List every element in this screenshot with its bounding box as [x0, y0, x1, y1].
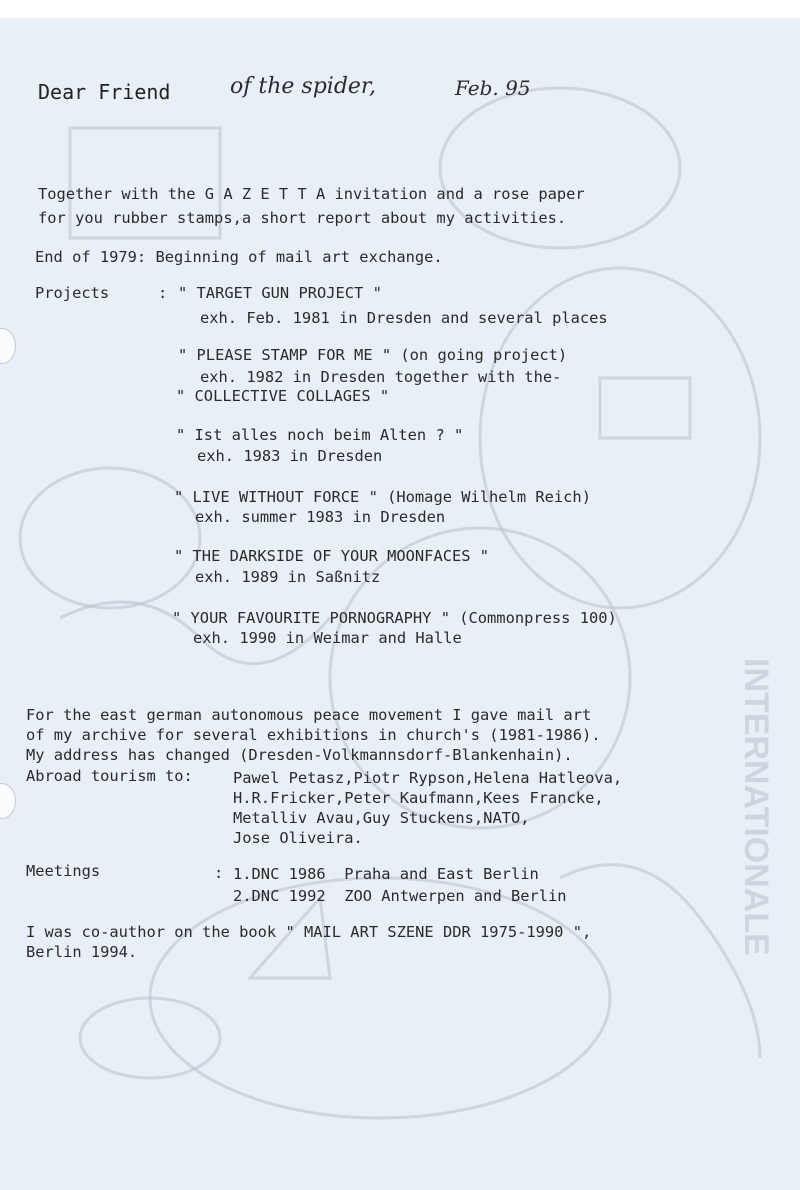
project-6-title: " YOUR FAVOURITE PORNOGRAPHY " (Commonpress 100)	[172, 609, 617, 627]
abroad-line-2: H.R.Fricker,Peter Kaufmann,Kees Francke,	[233, 789, 604, 807]
abroad-line-4: Jose Oliveira.	[233, 829, 363, 847]
svg-text:INTERNATIONALE: INTERNATIONALE	[737, 658, 775, 956]
coauthor-line-1: I was co-author on the book " MAIL ART SZENE DDR 1975-1990 ",	[26, 923, 592, 941]
start-line: End of 1979: Beginning of mail art exchange.	[35, 248, 443, 266]
salutation: Dear Friend	[38, 80, 171, 104]
peace-line-2: of my archive for several exhibitions in church's (1981-1986).	[26, 726, 601, 744]
project-5-title: " THE DARKSIDE OF YOUR MOONFACES "	[174, 547, 490, 565]
letter-sheet	[0, 18, 800, 1190]
project-3-title: " Ist alles noch beim Alten ? "	[176, 426, 464, 444]
abroad-label: Abroad tourism to:	[26, 767, 193, 785]
project-6-detail: exh. 1990 in Weimar and Halle	[193, 629, 462, 647]
meeting-2: 2.DNC 1992 ZOO Antwerpen and Berlin	[233, 887, 567, 905]
handwritten-date: Feb. 95	[455, 76, 531, 100]
project-5-detail: exh. 1989 in Saßnitz	[195, 568, 381, 586]
peace-line-3: My address has changed (Dresden-Volkmannsdorf-Blankenhain).	[26, 746, 573, 764]
coauthor-line-2: Berlin 1994.	[26, 943, 138, 961]
project-4-detail: exh. summer 1983 in Dresden	[195, 508, 446, 526]
intro-line-2: for you rubber stamps,a short report about my activities.	[38, 209, 567, 227]
meetings-colon: :	[214, 864, 224, 882]
meetings-label: Meetings	[26, 862, 101, 880]
projects-label: Projects	[35, 284, 110, 302]
abroad-line-3: Metalliv Avau,Guy Stuckens,NATO,	[233, 809, 530, 827]
project-2-title: " PLEASE STAMP FOR ME " (on going project)	[178, 346, 568, 364]
handwritten-addition: of the spider,	[230, 74, 377, 99]
abroad-line-1: Pawel Petasz,Piotr Rypson,Helena Hatleova,	[233, 769, 623, 787]
projects-colon: :	[158, 284, 168, 302]
intro-line-1: Together with the G A Z E T T A invitation and a rose paper	[38, 185, 585, 203]
project-3-detail: exh. 1983 in Dresden	[197, 447, 383, 465]
punch-hole-top	[0, 328, 16, 364]
punch-hole-bottom	[0, 783, 16, 819]
meeting-1: 1.DNC 1986 Praha and East Berlin	[233, 865, 539, 883]
peace-line-1: For the east german autonomous peace movement I gave mail art	[26, 706, 592, 724]
project-1-detail: exh. Feb. 1981 in Dresden and several places	[200, 309, 608, 327]
project-1-title: " TARGET GUN PROJECT "	[178, 284, 382, 302]
project-2-detail: exh. 1982 in Dresden together with the-	[200, 368, 562, 386]
project-4-title: " LIVE WITHOUT FORCE " (Homage Wilhelm Reich)	[174, 488, 591, 506]
project-2-extra: " COLLECTIVE COLLAGES "	[176, 387, 390, 405]
